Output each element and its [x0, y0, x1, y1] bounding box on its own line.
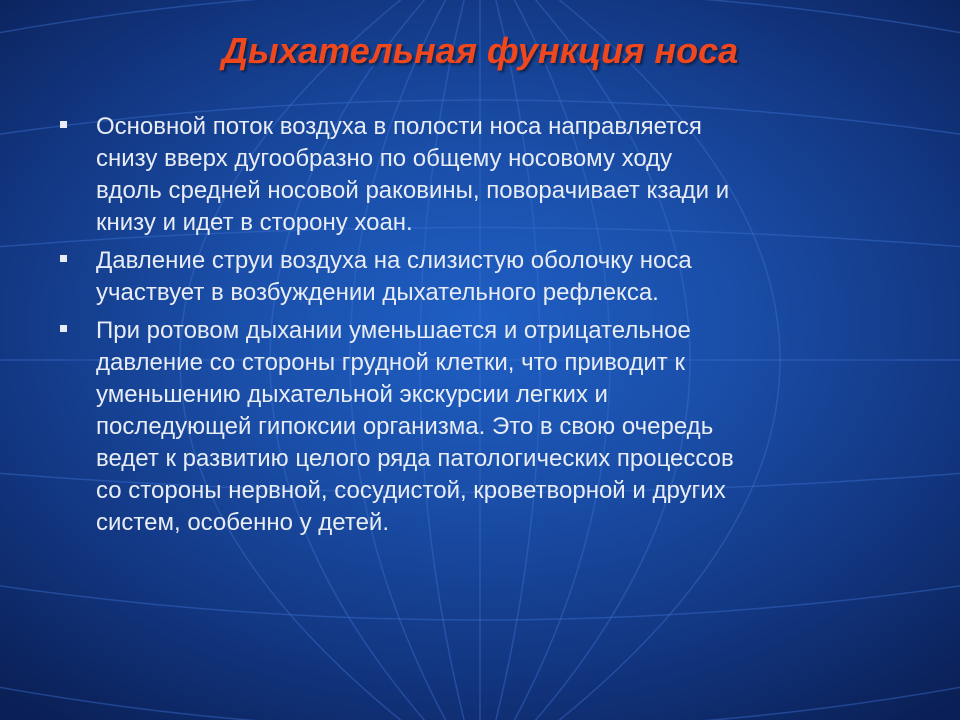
bullet-line: вдоль средней носовой раковины, поворачивает кзади и [96, 177, 730, 204]
bullet-line: При ротовом дыхании уменьшается и отрицательное [96, 317, 691, 344]
bullet-line: участвует в возбуждении дыхательного рефлекса. [96, 279, 659, 306]
bullet-line: систем, особенно у детей. [96, 509, 389, 536]
bullet-line: Давление струи воздуха на слизистую оболочку носа [96, 247, 692, 274]
slide-title: Дыхательная функция носа [221, 30, 739, 71]
bullet-line: уменьшению дыхательной экскурсии легких и [96, 381, 608, 408]
square-bullet-icon [60, 255, 67, 262]
bullet-item [56, 111, 916, 239]
bullet-item [56, 315, 916, 539]
bullet-line: давление со стороны грудной клетки, что приводит к [96, 349, 685, 376]
square-bullet-icon [60, 325, 67, 332]
bullet-list [56, 111, 916, 545]
bullet-line: последующей гипоксии организма. Это в свою очередь [96, 413, 714, 440]
bullet-line: со стороны нервной, сосудистой, кроветворной и других [96, 477, 726, 504]
bullet-item [56, 245, 916, 309]
bullet-line: снизу вверх дугообразно по общему носовому ходу [96, 145, 673, 172]
bullet-line: Основной поток воздуха в полости носа направляется [96, 113, 702, 140]
square-bullet-icon [60, 121, 67, 128]
bullet-line: ведет к развитию целого ряда патологических процессов [96, 445, 734, 472]
bullet-line: книзу и идет в сторону хоан. [96, 209, 413, 236]
